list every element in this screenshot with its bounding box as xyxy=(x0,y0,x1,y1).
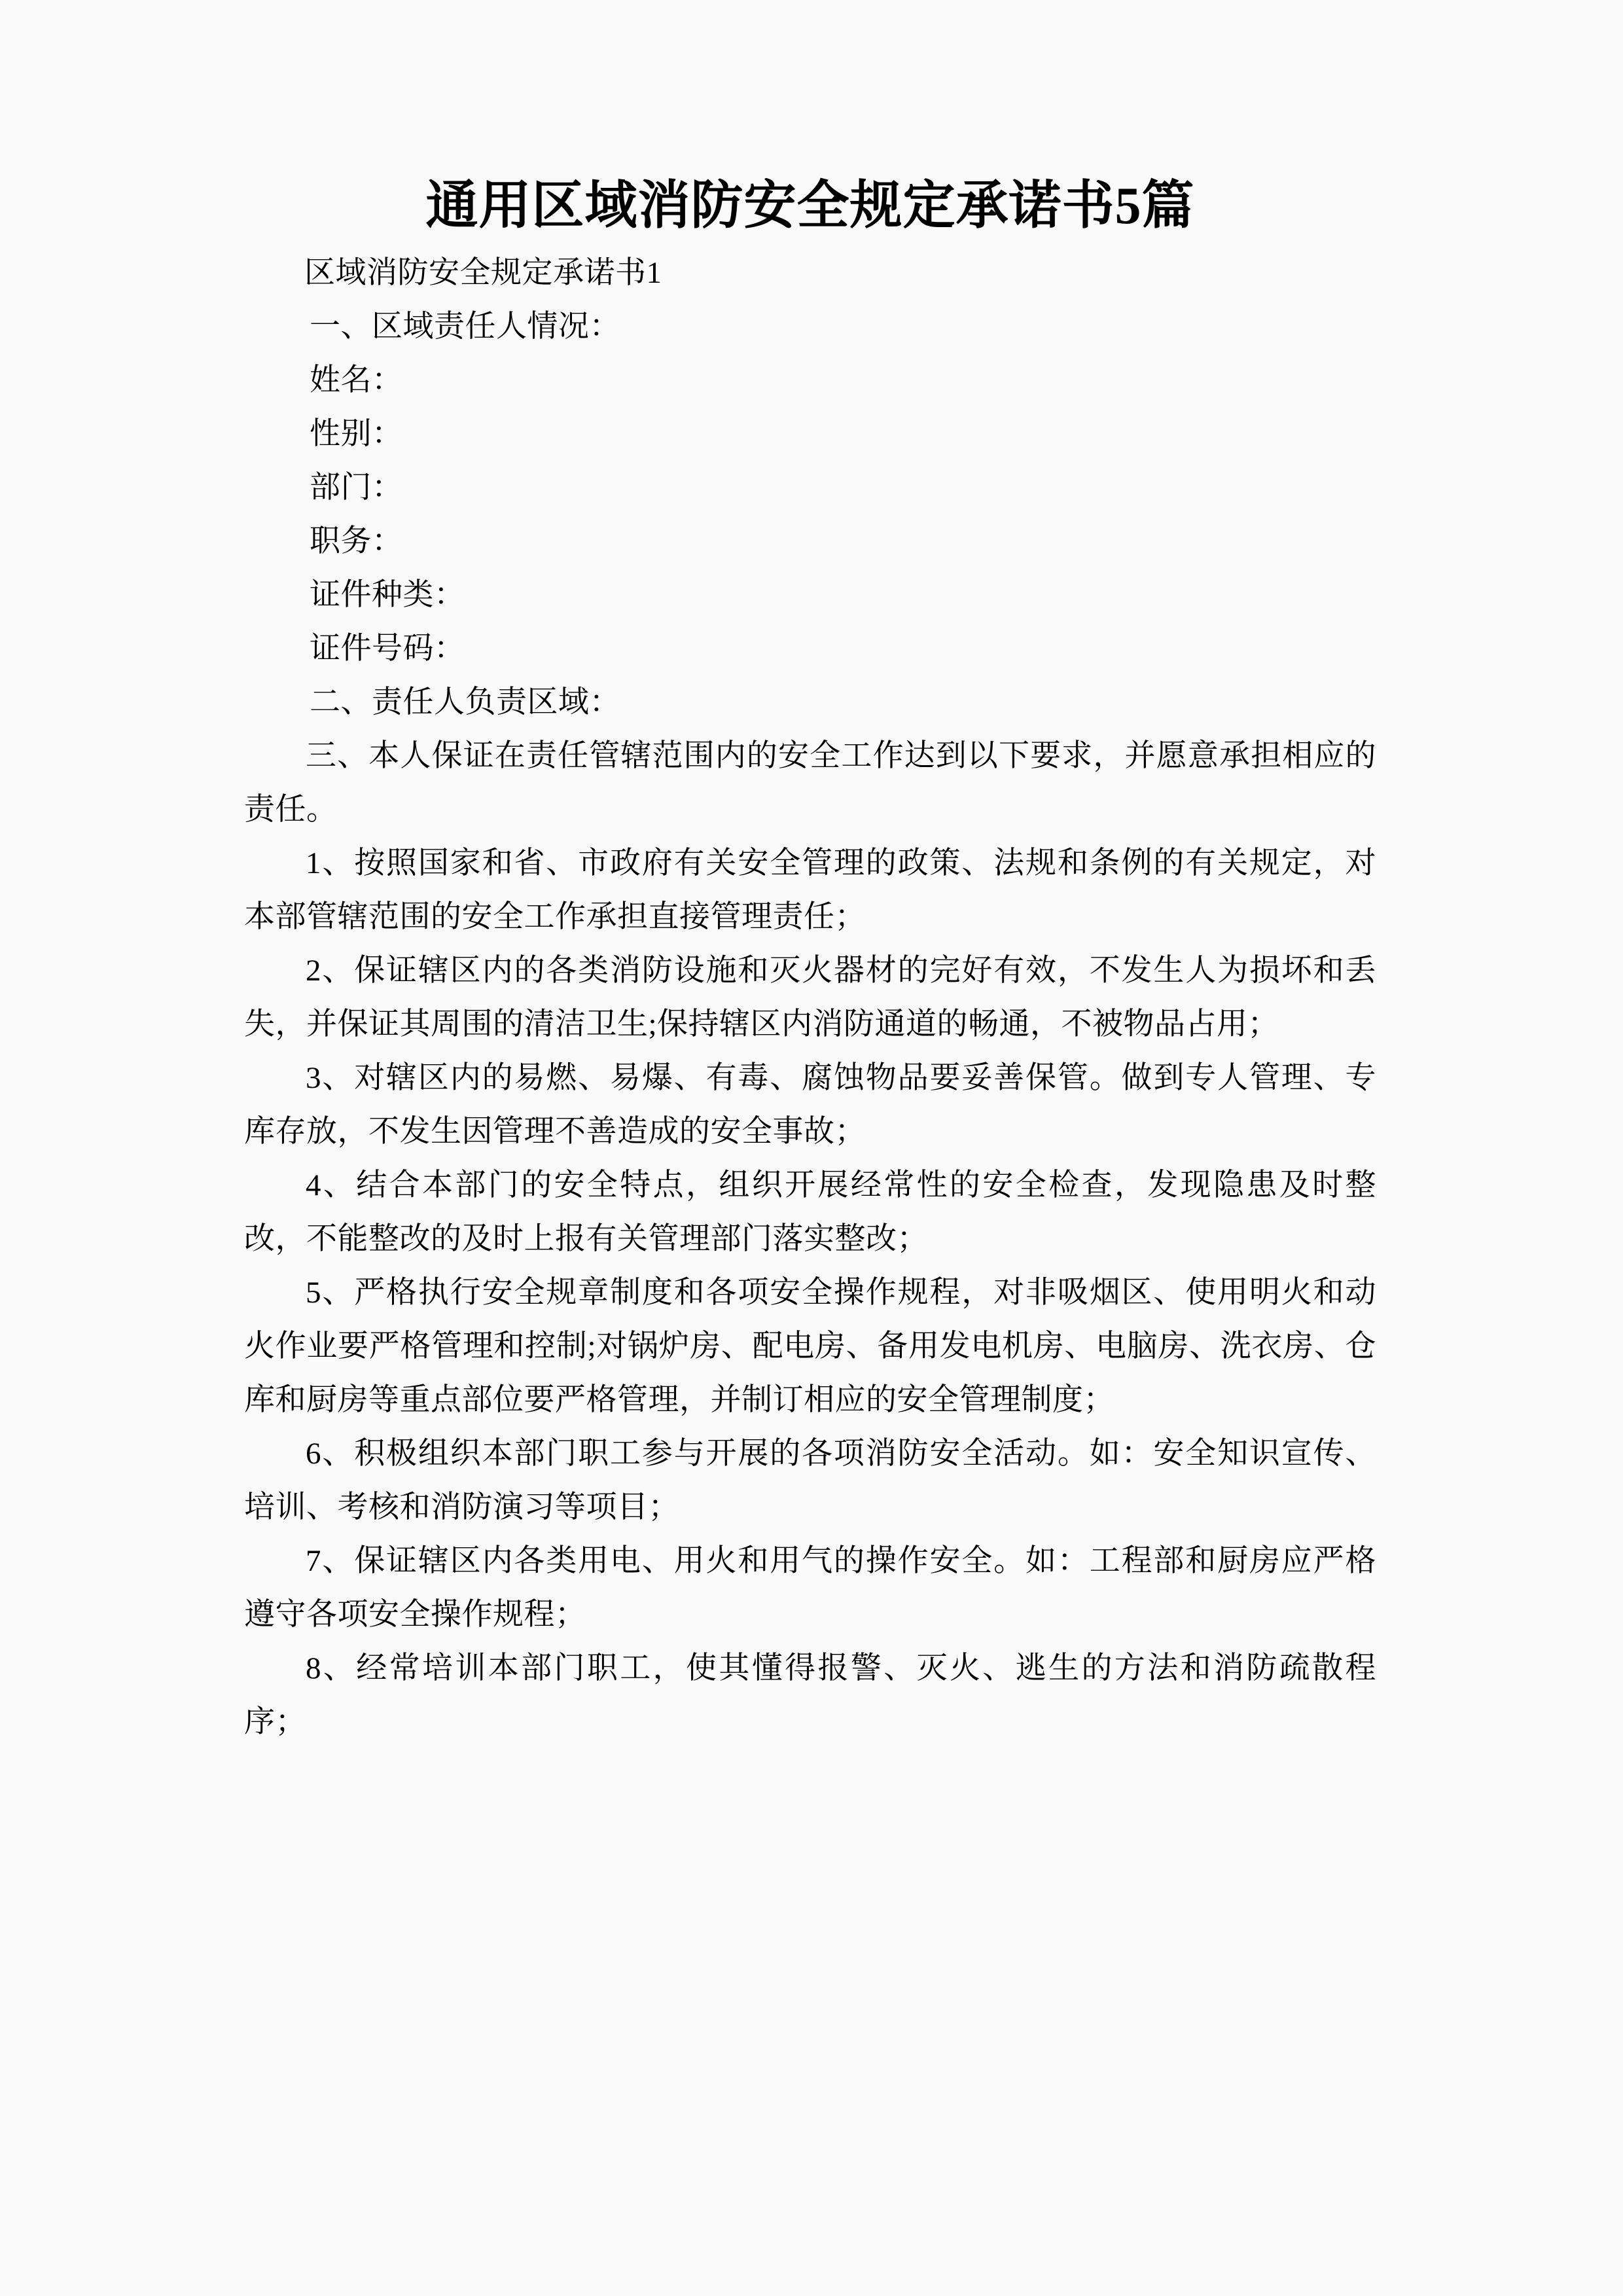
field-label-name: 姓名： xyxy=(310,363,403,398)
commitment-item-8: 8、经常培训本部门职工，使其懂得报警、灭火、逃生的方法和消防疏散程序； xyxy=(244,1651,1376,1740)
field-label-position: 职务： xyxy=(310,524,403,559)
document-body xyxy=(244,175,1376,1749)
field-label-gender: 性别： xyxy=(310,417,403,452)
commitment-item-5: 5、严格执行安全规章制度和各项安全操作规程，对非吸烟区、使用明火和动火作业要严格管理和控制;对锅炉房、配电房、备用发电机房、电脑房、洗衣房、仓库和厨房等重点部位要严格管理，并制订相应的安全管理制度； xyxy=(244,1276,1376,1418)
page-title: 通用区域消防安全规定承诺书5篇 xyxy=(425,177,1195,235)
field-label-id-number: 证件号码： xyxy=(310,632,465,666)
field-label-department: 部门： xyxy=(310,471,403,505)
commitment-item-7: 7、保证辖区内各类用电、用火和用气的操作安全。如：工程部和厨房应严格遵守各项安全操作规程； xyxy=(244,1544,1376,1632)
commitment-item-3: 3、对辖区内的易燃、易爆、有毒、腐蚀物品要妥善保管。做到专人管理、专库存放，不发生因管理不善造成的安全事故； xyxy=(244,1061,1376,1149)
commitment-item-1: 1、按照国家和省、市政府有关安全管理的政策、法规和条例的有关规定，对本部管辖范围的安全工作承担直接管理责任； xyxy=(244,846,1376,935)
commitment-item-6: 6、积极组织本部门职工参与开展的各项消防安全活动。如：安全知识宣传、培训、考核和消防演习等项目； xyxy=(244,1437,1376,1525)
commitment-item-2: 2、保证辖区内的各类消防设施和灭火器材的完好有效，不发生人为损坏和丢失，并保证其周围的清洁卫生;保持辖区内消防通道的畅通，不被物品占用； xyxy=(244,954,1376,1042)
section-one-heading: 一、区域责任人情况： xyxy=(310,310,620,344)
document-subtitle: 区域消防安全规定承诺书1 xyxy=(304,256,662,291)
section-two-heading: 二、责任人负责区域： xyxy=(310,685,620,720)
commitment-item-4: 4、结合本部门的安全特点，组织开展经常性的安全检查，发现隐患及时整改，不能整改的及时上报有关管理部门落实整改； xyxy=(244,1168,1376,1257)
section-three-intro: 三、本人保证在责任管辖范围内的安全工作达到以下要求，并愿意承担相应的责任。 xyxy=(244,739,1376,827)
field-label-id-type: 证件种类： xyxy=(310,578,465,613)
